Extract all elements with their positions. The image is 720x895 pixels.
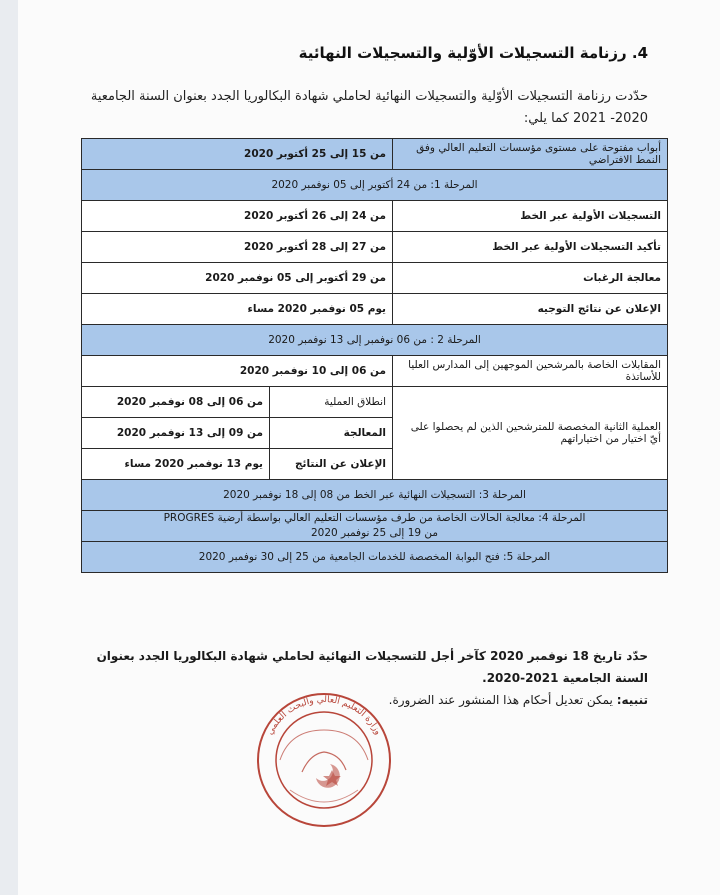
phase2-title: المرحلة 2 : من 06 نوفمبر إلى 13 نوفمبر 2020 — [82, 325, 668, 356]
phase5-row: المرحلة 5: فتح البوابة المخصصة للخدمات الجامعية من 25 إلى 30 نوفمبر 2020 — [82, 542, 668, 573]
phase1-row-date: من 24 إلى 26 أكتوبر 2020 — [82, 201, 393, 232]
sub-step-label: المعالجة — [270, 418, 393, 449]
table-row — [82, 387, 668, 418]
document-page — [18, 0, 720, 895]
table-row — [82, 511, 668, 542]
table-row — [82, 232, 668, 263]
warning-text: يمكن تعديل أحكام هذا المنشور عند الضرورة. — [388, 693, 617, 707]
phase3-row: المرحلة 3: التسجيلات النهائية عبر الخط من 08 إلى 18 نوفمبر 2020 — [82, 480, 668, 511]
phase1-row-label: الإعلان عن نتائج التوجيه — [393, 294, 668, 325]
phase1-row-date: يوم 05 نوفمبر 2020 مساء — [82, 294, 393, 325]
table-row — [82, 325, 668, 356]
phase2-interviews-date: من 06 إلى 10 نوفمبر 2020 — [82, 356, 393, 387]
open-doors-label: أبواب مفتوحة على مستوى مؤسسات التعليم العالي وفق النمط الافتراضي — [393, 139, 668, 170]
table-row — [82, 356, 668, 387]
ministry-seal-icon — [250, 690, 398, 830]
second-operation-label: العملية الثانية المخصصة للمترشحين الذين لم يحصلوا على أيّ اختيار من اختياراتهم — [393, 387, 668, 480]
section-heading: 4. رزنامة التسجيلات الأوّلية والتسجيلات النهائية — [298, 44, 648, 62]
phase2-interviews-label: المقابلات الخاصة بالمرشحين الموجهين إلى المدارس العليا للأساتذة — [393, 356, 668, 387]
sub-step-label: انطلاق العملية — [270, 387, 393, 418]
table-row — [82, 263, 668, 294]
phase1-row-label: تأكيد التسجيلات الأولية عبر الخط — [393, 232, 668, 263]
deadline-note — [68, 645, 648, 689]
sub-step-date: من 09 إلى 13 نوفمبر 2020 — [82, 418, 270, 449]
sub-step-date: من 06 إلى 08 نوفمبر 2020 — [82, 387, 270, 418]
sub-step-date: يوم 13 نوفمبر 2020 مساء — [82, 449, 270, 480]
phase1-row-date: من 29 أكتوبر إلى 05 نوفمبر 2020 — [82, 263, 393, 294]
phase1-title: المرحلة 1: من 24 أكتوبر إلى 05 نوفمبر 2020 — [82, 170, 668, 201]
table-row — [82, 170, 668, 201]
warning-label: تنبيه: — [616, 693, 648, 707]
phase4-line1: المرحلة 4: معالجة الحالات الخاصة من طرف مؤسسات التعليم العالي بواسطة أرضية PROGRES — [163, 512, 586, 524]
registration-schedule-table — [81, 138, 668, 573]
open-doors-date: من 15 إلى 25 أكتوبر 2020 — [82, 139, 393, 170]
table-row — [82, 480, 668, 511]
phase1-row-label: التسجيلات الأولية عبر الخط — [393, 201, 668, 232]
phase1-row-date: من 27 إلى 28 أكتوبر 2020 — [82, 232, 393, 263]
sub-step-label: الإعلان عن النتائج — [270, 449, 393, 480]
svg-text:وزارة التعليم العالي والبحث ال: وزارة التعليم العالي والبحث العلمي — [265, 694, 383, 737]
phase4-line2: من 19 إلى 25 نوفمبر 2020 — [310, 527, 439, 539]
intro-paragraph: حدّدت رزنامة التسجيلات الأوّلية والتسجيلات النهائية لحاملي شهادة البكالوريا الجدد بعنوان السنة الجامعية 2020- 2021 كما يلي: — [90, 89, 648, 126]
phase1-row-label: معالجة الرغبات — [393, 263, 668, 294]
table-row — [82, 294, 668, 325]
table-row — [82, 139, 668, 170]
phase4-row — [82, 511, 668, 542]
table-row — [82, 201, 668, 232]
table-row — [82, 542, 668, 573]
deadline-text: حدّد تاريخ 18 نوفمبر 2020 كآخر أجل للتسجيلات النهائية لحاملي شهادة البكالوريا الجدد بعنوان السنة الجامعية 2021-2020. — [96, 649, 648, 685]
